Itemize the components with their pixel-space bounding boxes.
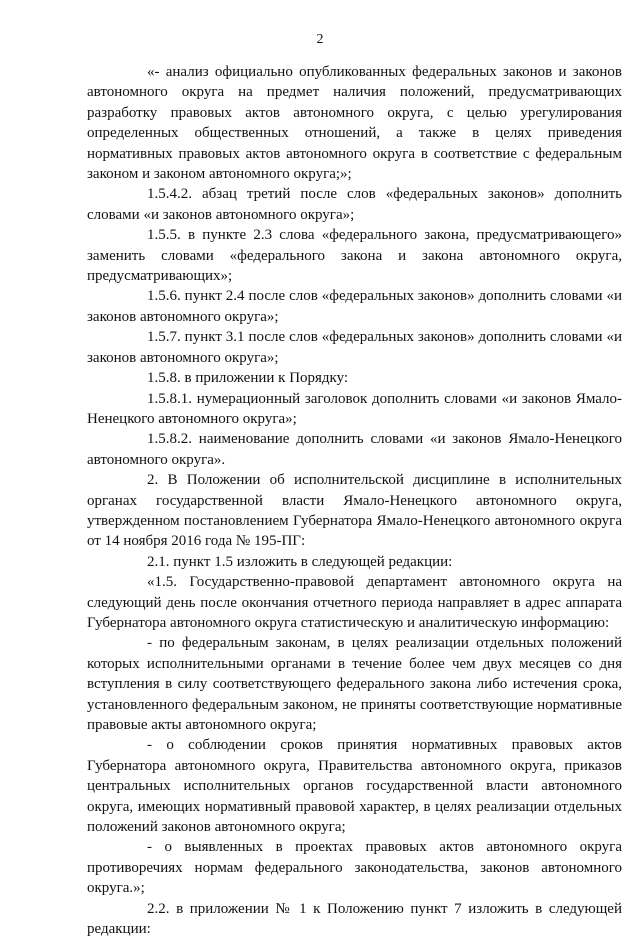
paragraph-2-1: 2.1. пункт 1.5 изложить в следующей редакции: <box>147 553 453 570</box>
paragraph-2-2: 2.2. в приложении № 1 к Положению пункт 7 изложить в следующей редакции: <box>87 900 622 938</box>
list-item-contradictions: - о выявленных в проектах правовых актов автономного округа противоречиях нормам федерального законодательства, законов автономного округа.»; <box>87 839 622 897</box>
paragraph-1-5-7: 1.5.7. пункт 3.1 после слов «федеральных законов» дополнить словами «и законов автономного округа»; <box>87 329 622 366</box>
paragraph-2: 2. В Положении об исполнительской дисциплине в исполнительных органах государственной власти Ямало-Ненецкого автономного округа, утвержденном постановлением Губернатора Ямало-Ненецкого автономного округа от 14 ноября 2016 года № 195-ПГ: <box>87 472 622 550</box>
page-number: 2 <box>316 32 324 47</box>
list-item-federal-laws: - по федеральным законам, в целях реализации отдельных положений которых исполнительными органами в течение более чем двух месяцев со дня вступления в силу соответствующего федерального закона либо истечения срока, установленного федеральным законом, не приняты соответствующие нормативные правовые акты автономного округа; <box>87 635 622 733</box>
paragraph-analysis-clause: «- анализ официально опубликованных федеральных законов и законов автономного округа на предмет наличия положений, предусматривающих разработку правовых актов автономного округа, с целью урегулирования определенных общественных отношений, а также в целях приведения нормативных правовых актов автономного округа в соответствие с федеральным законом и законом автономного округа;»; <box>87 64 622 183</box>
paragraph-1-5-quote: «1.5. Государственно-правовой департамент автономного округа на следующий день после окончания отчетного периода направляет в адрес аппарата Губернатора автономного округа статистическую и аналитическую информацию: <box>87 574 622 631</box>
paragraph-1-5-5: 1.5.5. в пункте 2.3 слова «федерального закона, предусматривающего» заменить словами «федерального закона и закона автономного округа, предусматривающих»; <box>87 227 622 285</box>
paragraph-1-5-8: 1.5.8. в приложении к Порядку: <box>147 370 349 387</box>
paragraph-1-5-8-2: 1.5.8.2. наименование дополнить словами «и законов Ямало-Ненецкого автономного округа». <box>87 431 622 468</box>
list-item-deadlines: - о соблюдении сроков принятия нормативных правовых актов Губернатора автономного округа, Правительства автономного округа, приказов центральных исполнительных органов государственной власти автономного округа, имеющих нормативный правовой характер, в целях реализации отдельных положений законов автономного округа; <box>87 737 622 836</box>
paragraph-1-5-4-2: 1.5.4.2. абзац третий после слов «федеральных законов» дополнить словами «и законов автономного округа»; <box>87 186 622 223</box>
document-body <box>87 62 622 939</box>
paragraph-1-5-6: 1.5.6. пункт 2.4 после слов «федеральных законов» дополнить словами «и законов автономного округа»; <box>87 288 622 325</box>
paragraph-1-5-8-1: 1.5.8.1. нумерационный заголовок дополнить словами «и законов Ямало-Ненецкого автономного округа»; <box>87 390 622 427</box>
